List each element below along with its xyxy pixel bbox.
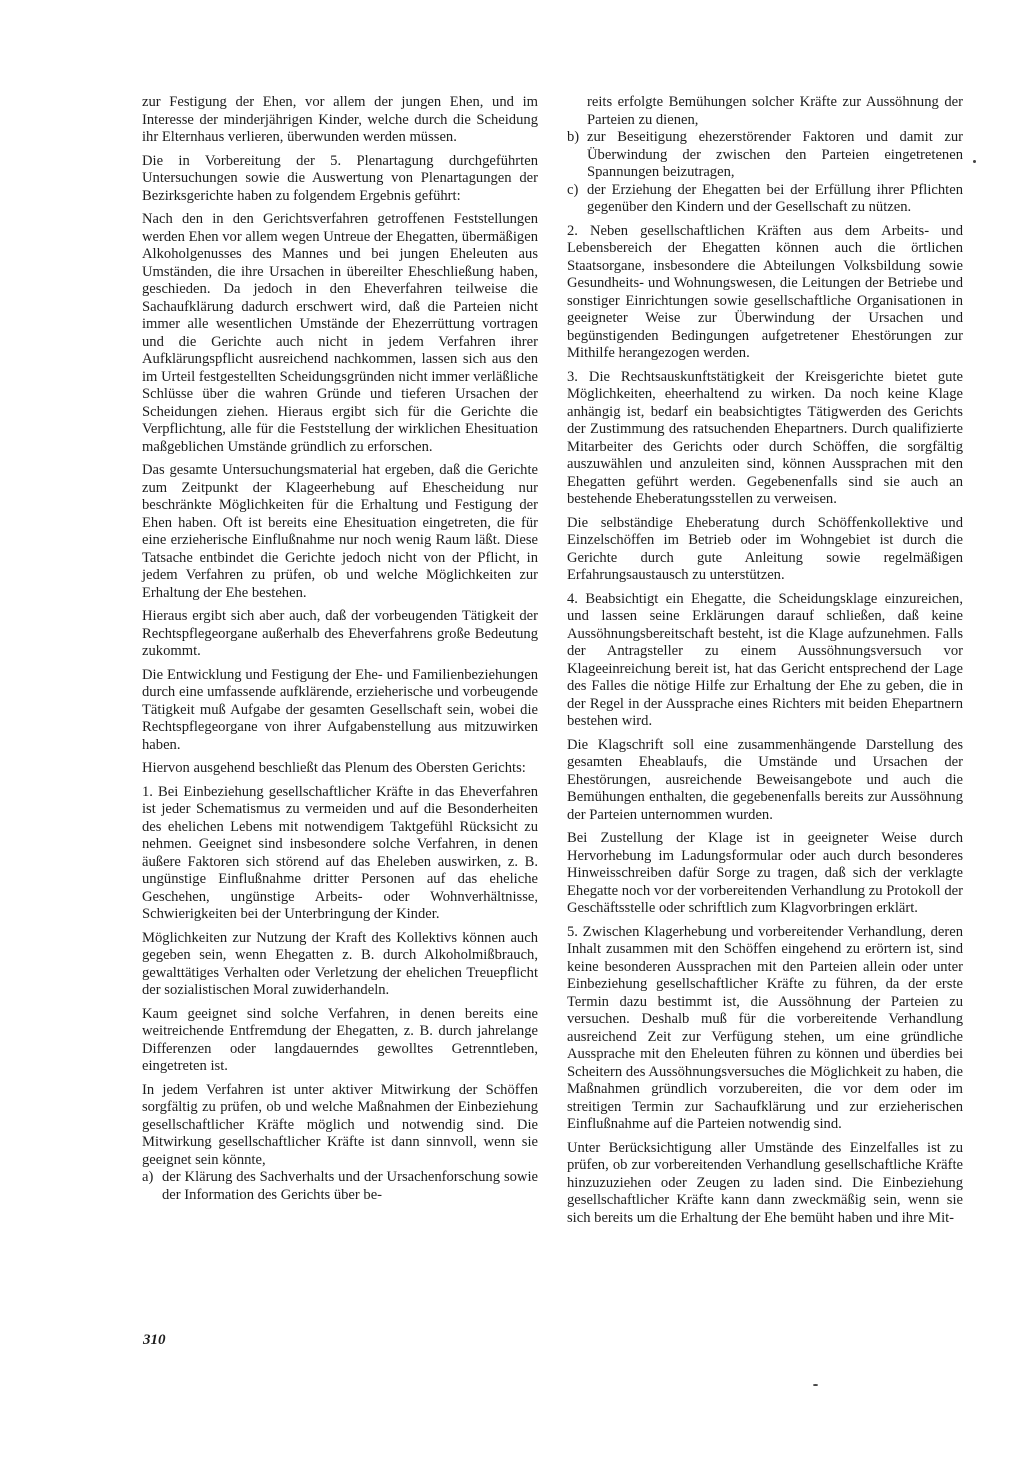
scan-speck [973, 160, 976, 163]
paragraph: Hieraus ergibt sich aber auch, daß der vorbeugenden Tätigkeit der Rechtspflegeorgane außerhalb des Eheverfahrens große Bedeutung zukommt. [142, 608, 538, 659]
paragraph: Die Klagschrift soll eine zusammenhängende Darstellung des gesamten Eheablaufs, die Umstände und Ursachen der Ehestörungen, ausreichende Beweisangebote und auch die Bemühungen enthalten, die gegebenenfalls bereits zur Aussöhnung der Parteien unternommen wurden. [567, 736, 963, 823]
paragraph: Bei Zustellung der Klage ist in geeigneter Weise durch Hervorhebung im Ladungsformular oder auch durch besonderes Hinweisschreiben dafür Sorge zu tragen, daß sich der verklagte Ehegatte noch vor der vorbereitenden Verhandlung zu Protokoll der Geschäftsstelle oder schriftlich zum Klagvorbringen erklärt. [567, 830, 963, 916]
list-marker: a) [142, 1169, 154, 1185]
paragraph: zur Festigung der Ehen, vor allem der jungen Ehen, und im Interesse der minderjährigen Kinder, welche durch die Scheidung ihr Elternhaus verlieren, überwunden werden müssen. [142, 94, 538, 145]
paragraph: Die selbständige Eheberatung durch Schöffenkollektive und Einzelschöffen im Betrieb oder im Wohngebiet ist durch die Gerichte durch gute Anleitung sowie regelmäßigen Erfahrungsaustausch zu unterstützen. [567, 514, 963, 583]
list-marker: c) [567, 181, 579, 198]
list-item-c [567, 182, 963, 217]
paragraph: 4. Beabsichtigt ein Ehegatte, die Scheidungsklage einzureichen, und lassen seine Erklärungen darauf schließen, daß keine Aussöhnungsbereitschaft besteht, ist die Klage aufzunehmen. Falls der Antragsteller zu einem Aussöhnungsversuch vor Klageeinreichung bereit ist, hat das Gericht entsprechend der Lage des Falles die nötige Hilfe zur Erhaltung der Ehe zu geben, die in der Regel in der Aussprache eines Richters mit beiden Ehepartnern bestehen wird. [567, 590, 963, 729]
paragraph: Möglichkeiten zur Nutzung der Kraft des Kollektivs können auch gegeben sein, wenn Ehegatten z. B. durch Alkoholmißbrauch, gewalttätiges Verhalten oder Verletzung der ehelichen Treuepflicht der sozialistischen Moral zuwiderhandeln. [142, 929, 538, 998]
list-item-b [567, 129, 963, 182]
list-item-text: der Klärung des Sachverhalts und der Ursachenforschung sowie der Information des Gerichts über be- [162, 1169, 538, 1203]
paragraph: Das gesamte Untersuchungsmaterial hat ergeben, daß die Gerichte zum Zeitpunkt der Klageerhebung auf Ehescheidung nur beschränkte Möglichkeiten für die Erhaltung und Festigung der Ehen haben. Oft ist bereits eine Ehesituation eingetreten, die für eine erzieherische Einflußnahme nur noch wenig Raum läßt. Diese Tatsache entbindet die Gerichte jedoch nicht von der Pflicht, in jedem Verfahren zu prüfen, ob und welche Möglichkeiten zur Erhaltung der Ehe bestehen. [142, 462, 538, 601]
continued-list-text: reits erfolgte Bemühungen solcher Kräfte zur Aussöhnung der Parteien zu dienen, [587, 94, 963, 128]
list-item-text: der Erziehung der Ehegatten bei der Erfüllung ihrer Pflichten gegenüber den Kindern und der Gesellschaft zu nützen. [587, 181, 963, 215]
list-item-text: zur Beseitigung ehezerstörender Faktoren und damit zur Überwindung der zwischen den Parteien eingetretenen Spannungen beizutragen, [587, 129, 963, 180]
paragraph: Die in Vorbereitung der 5. Plenartagung durchgeführten Untersuchungen sowie die Auswertung von Plenartagungen der Bezirksgerichte haben zu folgendem Ergebnis geführt: [142, 152, 538, 204]
scan-speck [813, 1384, 818, 1386]
left-column [142, 94, 538, 1204]
paragraph: 1. Bei Einbeziehung gesellschaftlicher Kräfte in das Eheverfahren ist jeder Schematismus zu vermeiden und auf die Besonderheiten des ehelichen Lebens mit notwendigem Taktgefühl Rücksicht zu nehmen. Geeignet sind insbesondere solche Verfahren, in denen äußere Faktoren sich störend auf das Eheleben auswirken, z. B. ungünstige Einflußnahme dritter Personen auf das eheliche Geschehen, ungünstige Arbeits- oder Wohnverhältnisse, Schwierigkeiten bei der Unterbringung der Kinder. [142, 783, 538, 922]
paragraph: 3. Die Rechtsauskunftstätigkeit der Kreisgerichte bietet gute Möglichkeiten, eheerhaltend zu wirken. Da noch keine Klage anhängig ist, bedarf ein beabsichtigtes Tätigwerden des Gerichts der Zustimmung des ratsuchenden Ehepartners. Durch qualifizierte Mitarbeiter des Gerichts oder durch Schöffen, die sorgfältig auszuwählen und anzuleiten sind, können Aussprachen mit den Ehegatten geführt werden. Gegebenenfalls sind sie auch an bestehende Eheberatungsstellen zu verweisen. [567, 368, 963, 507]
list-marker: b) [567, 129, 580, 145]
list-item-a [142, 1169, 538, 1204]
paragraph: Die Entwicklung und Festigung der Ehe- und Familienbeziehungen durch eine umfassende aufklärende, erzieherische und vorbeugende Tätigkeit muß Aufgabe der gesamten Gesellschaft sein, wobei die Rechtspflegeorgane von ihrer Aufgabenstellung aus mitzuwirken haben. [142, 666, 538, 753]
paragraph: Hiervon ausgehend beschließt das Plenum des Obersten Gerichts: [142, 760, 526, 776]
paragraph: 5. Zwischen Klagerhebung und vorbereitender Verhandlung, deren Inhalt zusammen mit den Schöffen eingehend zu erörtern ist, sind keine besonderen Aussprachen mit den Parteien allein oder unter Einbeziehung gesellschaftlicher Kräfte zu führen, da der erste Termin dazu bestimmt ist, die Aussöhnung der Parteien zu versuchen. Deshalb muß für die vorbereitende Verhandlung ausreichend Zeit zur Verfügung stehen, um eine gründliche Aussprache mit den Eheleuten führen zu können und überdies bei Scheitern des Aussöhnungsversuches die Möglichkeit zu haben, die Maßnahmen gründlich vorzubereiten, die vor dem oder im streitigen Termin zur Sachaufklärung und zur erzieherischen Einflußnahme auf die Parteien notwendig sind. [567, 923, 963, 1132]
paragraph: 2. Neben gesellschaftlichen Kräften aus dem Arbeits- und Lebensbereich der Ehegatten können auch die örtlichen Staatsorgane, insbesondere die Abteilungen Volksbildung sowie Gesundheits- und Wohnungswesen, die Leitungen der Betriebe und sonstiger Einrichtungen sowie gesellschaftliche Organisationen in geeigneter Weise zur Überwindung der Ursachen und begünstigenden Bedingungen aufgetretener Ehestörungen zur Mithilfe herangezogen werden. [567, 222, 963, 361]
right-column [567, 94, 963, 1233]
paragraph: In jedem Verfahren ist unter aktiver Mitwirkung der Schöffen sorgfältig zu prüfen, ob und welche Maßnahmen der Einbeziehung gesellschaftlicher Kräfte möglich und notwendig sind. Die Mitwirkung gesellschaftlicher Kräfte ist dann sinnvoll, wenn sie geeignet sein könnte, [142, 1081, 538, 1168]
paragraph: Kaum geeignet sind solche Verfahren, in denen bereits eine weitreichende Entfremdung der Ehegatten, z. B. durch jahrelange Differenzen oder langdauerndes gewolltes Getrenntleben, eingetreten ist. [142, 1005, 538, 1074]
page-number: 310 [143, 1332, 166, 1348]
paragraph: Unter Berücksichtigung aller Umstände des Einzelfalles ist zu prüfen, ob zur vorbereitenden Verhandlung gesellschaftliche Kräfte hinzuzuziehen oder Zeugen zu laden sind. Die Einbeziehung gesellschaftlicher Kräfte kann dann zweckmäßig sein, wenn sie sich bereits um die Erhaltung der Ehe bemüht haben und ihre Mit- [567, 1139, 963, 1226]
paragraph: Nach den in den Gerichtsverfahren getroffenen Feststellungen werden Ehen vor allem wegen Untreue der Ehegatten, übermäßigen Alkoholgenusses des Mannes und bei jungen Eheleuten aus Umständen, die ihre Ursachen in übereilter Eheschließung haben, geschieden. Da jedoch in den Eheverfahren teilweise die Sachaufklärung dadurch erschwert wird, daß die Parteien nicht immer alle wesentlichen Umstände der Ehezerrüttung vortragen und die Gerichte auch nicht in jedem Verfahren ihrer Aufklärungspflicht ausreichend nachkommen, lassen sich aus den im Urteil festgestellten Scheidungsgründen nicht immer verläßliche Schlüsse über die wahren Gründe und tieferen Ursachen der Scheidungen ziehen. Hieraus ergibt sich für die Gerichte die Verpflichtung, alle für die Feststellung der wirklichen Ehesituation maßgeblichen Umstände gründlich zu erforschen. [142, 211, 538, 455]
